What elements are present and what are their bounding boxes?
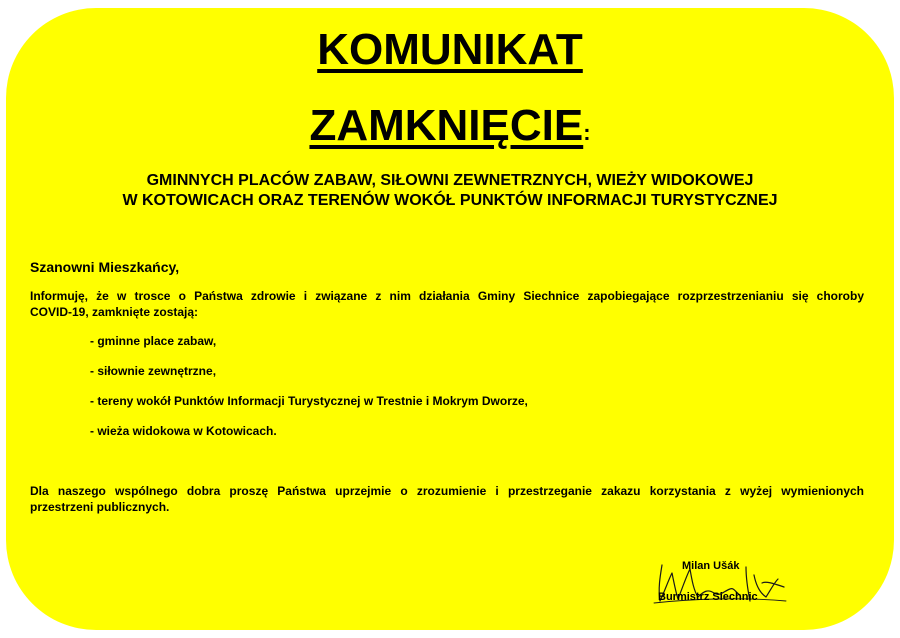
closure-heading bbox=[6, 100, 894, 159]
signatory-name: Milan Ušák bbox=[682, 560, 740, 572]
list-item: - wieża widokowa w Kotowicach. bbox=[90, 424, 277, 438]
list-item: - tereny wokół Punktów Informacji Turystycznej w Trestnie i Mokrym Dworze, bbox=[90, 394, 528, 408]
closing-paragraph bbox=[30, 483, 864, 515]
closing-line-2: przestrzeni publicznych. bbox=[30, 500, 170, 514]
notice-panel bbox=[6, 8, 894, 630]
notice-heading: KOMUNIKAT bbox=[317, 25, 583, 74]
intro-paragraph bbox=[30, 288, 864, 320]
list-item: - siłownie zewnętrzne, bbox=[90, 364, 217, 378]
greeting: Szanowni Mieszkańcy, bbox=[30, 259, 180, 275]
intro-line-2: COVID-19, zamknięte zostają: bbox=[30, 305, 199, 319]
intro-line-1: Informuję, że w trosce o Państwa zdrowie i związane z nim działania Gminy Siechnice zapobiegające rozprzestrzenianiu się choroby bbox=[30, 289, 864, 303]
subject-line-2: W KOTOWICACH ORAZ TERENÓW WOKÓŁ PUNKTÓW INFORMACJI TURYSTYCZNEJ bbox=[122, 192, 778, 209]
subject-line-1: GMINNYCH PLACÓW ZABAW, SIŁOWNI ZEWNETRZNYCH, WIEŻY WIDOKOWEJ bbox=[146, 172, 754, 189]
closing-line-1: Dla naszego wspólnego dobra proszę Państwa uprzejmie o zrozumienie i przestrzeganie zakazu korzystania z wyżej wymienionych bbox=[30, 484, 864, 498]
list-item: - gminne place zabaw, bbox=[90, 334, 217, 348]
closure-heading-word: ZAMKNIĘCIE bbox=[309, 101, 584, 150]
closure-heading-colon: : bbox=[583, 120, 591, 145]
signatory-title: Burmistrz Siechnic bbox=[658, 591, 758, 603]
